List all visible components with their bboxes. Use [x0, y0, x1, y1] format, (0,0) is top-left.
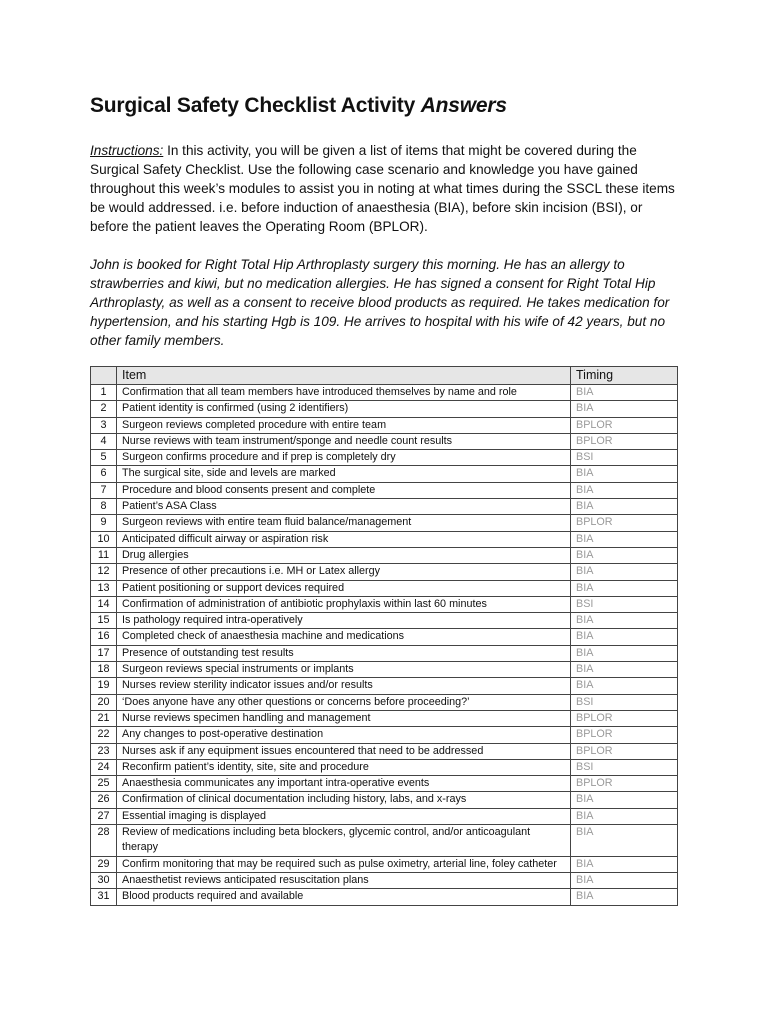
header-item: Item: [117, 367, 571, 385]
row-item: Drug allergies: [117, 547, 571, 563]
table-row: [91, 662, 678, 678]
row-item: Anaesthesia communicates any important intra-operative events: [117, 776, 571, 792]
row-number: 10: [91, 531, 117, 547]
row-item: Confirmation of clinical documentation including history, labs, and x-rays: [117, 792, 571, 808]
row-item: The surgical site, side and levels are marked: [117, 466, 571, 482]
row-timing: BIA: [571, 645, 678, 661]
table-row: [91, 889, 678, 905]
row-timing: BPLOR: [571, 776, 678, 792]
row-number: 12: [91, 564, 117, 580]
row-number: 16: [91, 629, 117, 645]
row-item: Reconfirm patient’s identity, site, site and procedure: [117, 759, 571, 775]
title-emphasis: Answers: [420, 94, 507, 117]
row-item: Nurse reviews specimen handling and management: [117, 710, 571, 726]
row-number: 8: [91, 499, 117, 515]
row-number: 25: [91, 776, 117, 792]
table-row: [91, 580, 678, 596]
table-row: [91, 792, 678, 808]
table-row: [91, 872, 678, 888]
row-timing: BIA: [571, 385, 678, 401]
row-item: Anticipated difficult airway or aspiration risk: [117, 531, 571, 547]
row-item: Surgeon confirms procedure and if prep is completely dry: [117, 450, 571, 466]
row-timing: BIA: [571, 678, 678, 694]
row-timing: BSI: [571, 759, 678, 775]
row-number: 7: [91, 482, 117, 498]
table-row: [91, 450, 678, 466]
row-timing: BPLOR: [571, 417, 678, 433]
row-item: Review of medications including beta blockers, glycemic control, and/or anticoagulant therapy: [117, 825, 571, 857]
row-item: Confirmation of administration of antibiotic prophylaxis within last 60 minutes: [117, 596, 571, 612]
instructions-text: In this activity, you will be given a list of items that might be covered during the Surgical Safety Checklist. Use the following case scenario and knowledge you have gained throughout this week’s modules to assist you in noting at what times during the SSCL these items be would addressed. i.e. before induction of anaesthesia (BIA), before skin incision (BSI), or before the patient leaves the Operating Room (BPLOR).: [90, 143, 675, 234]
row-timing: BIA: [571, 792, 678, 808]
table-row: [91, 825, 678, 857]
table-row: [91, 466, 678, 482]
title-main: Surgical Safety Checklist Activity: [90, 94, 416, 117]
row-timing: BPLOR: [571, 515, 678, 531]
row-timing: BIA: [571, 889, 678, 905]
header-timing: Timing: [571, 367, 678, 385]
table-row: [91, 417, 678, 433]
row-number: 26: [91, 792, 117, 808]
row-number: 17: [91, 645, 117, 661]
row-timing: BIA: [571, 662, 678, 678]
row-item: Nurse reviews with team instrument/sponge and needle count results: [117, 433, 571, 449]
row-timing: BSI: [571, 450, 678, 466]
row-item: Anaesthetist reviews anticipated resuscitation plans: [117, 872, 571, 888]
table-row: [91, 808, 678, 824]
table-row: [91, 743, 678, 759]
table-row: [91, 613, 678, 629]
table-row: [91, 564, 678, 580]
row-number: 18: [91, 662, 117, 678]
row-number: 11: [91, 547, 117, 563]
row-item: Confirmation that all team members have introduced themselves by name and role: [117, 385, 571, 401]
row-number: 21: [91, 710, 117, 726]
row-number: 3: [91, 417, 117, 433]
row-number: 23: [91, 743, 117, 759]
table-row: [91, 645, 678, 661]
row-item: Presence of other precautions i.e. MH or Latex allergy: [117, 564, 571, 580]
row-item: Surgeon reviews special instruments or implants: [117, 662, 571, 678]
row-timing: BIA: [571, 808, 678, 824]
row-number: 22: [91, 727, 117, 743]
row-number: 27: [91, 808, 117, 824]
row-number: 19: [91, 678, 117, 694]
row-item: Essential imaging is displayed: [117, 808, 571, 824]
row-item: Patient identity is confirmed (using 2 identifiers): [117, 401, 571, 417]
row-item: Nurses review sterility indicator issues and/or results: [117, 678, 571, 694]
row-timing: BSI: [571, 694, 678, 710]
row-item: Is pathology required intra-operatively: [117, 613, 571, 629]
instructions-paragraph: [90, 141, 680, 236]
row-number: 13: [91, 580, 117, 596]
row-timing: BIA: [571, 401, 678, 417]
row-item: ‘Does anyone have any other questions or concerns before proceeding?’: [117, 694, 571, 710]
row-number: 5: [91, 450, 117, 466]
row-timing: BPLOR: [571, 743, 678, 759]
row-number: 14: [91, 596, 117, 612]
row-timing: BIA: [571, 629, 678, 645]
table-row: [91, 515, 678, 531]
row-item: Completed check of anaesthesia machine and medications: [117, 629, 571, 645]
table-row: [91, 629, 678, 645]
row-item: Procedure and blood consents present and complete: [117, 482, 571, 498]
row-number: 24: [91, 759, 117, 775]
row-timing: BIA: [571, 872, 678, 888]
row-timing: BIA: [571, 482, 678, 498]
row-item: Nurses ask if any equipment issues encountered that need to be addressed: [117, 743, 571, 759]
row-timing: BIA: [571, 499, 678, 515]
row-item: Patient’s ASA Class: [117, 499, 571, 515]
row-item: Blood products required and available: [117, 889, 571, 905]
table-row: [91, 759, 678, 775]
row-timing: BIA: [571, 856, 678, 872]
row-item: Surgeon reviews with entire team fluid balance/management: [117, 515, 571, 531]
table-header-row: [91, 367, 678, 385]
row-number: 6: [91, 466, 117, 482]
row-item: Patient positioning or support devices required: [117, 580, 571, 596]
row-number: 30: [91, 872, 117, 888]
row-timing: BSI: [571, 596, 678, 612]
row-item: Surgeon reviews completed procedure with entire team: [117, 417, 571, 433]
row-number: 2: [91, 401, 117, 417]
row-number: 31: [91, 889, 117, 905]
row-item: Presence of outstanding test results: [117, 645, 571, 661]
table-row: [91, 776, 678, 792]
row-item: Confirm monitoring that may be required such as pulse oximetry, arterial line, foley catheter: [117, 856, 571, 872]
page-title: [90, 94, 507, 118]
table-row: [91, 547, 678, 563]
table-row: [91, 401, 678, 417]
table-row: [91, 385, 678, 401]
table-row: [91, 433, 678, 449]
row-number: 9: [91, 515, 117, 531]
table-row: [91, 499, 678, 515]
case-scenario: John is booked for Right Total Hip Arthroplasty surgery this morning. He has an allergy to strawberries and kiwi, but no medication allergies. He has signed a consent for Right Total Hip Arthroplasty, as well as a consent to receive blood products as required. He takes medication for hypertension, and his starting Hgb is 109. He arrives to hospital with his wife of 42 years, but no other family members.: [90, 257, 670, 348]
table-row: [91, 531, 678, 547]
row-item: Any changes to post-operative destination: [117, 727, 571, 743]
table-row: [91, 678, 678, 694]
row-timing: BIA: [571, 466, 678, 482]
table-row: [91, 482, 678, 498]
row-number: 20: [91, 694, 117, 710]
row-number: 1: [91, 385, 117, 401]
row-number: 29: [91, 856, 117, 872]
table-row: [91, 694, 678, 710]
row-number: 4: [91, 433, 117, 449]
row-timing: BIA: [571, 825, 678, 857]
row-timing: BIA: [571, 531, 678, 547]
row-timing: BIA: [571, 547, 678, 563]
table-row: [91, 596, 678, 612]
row-number: 28: [91, 825, 117, 857]
table-row: [91, 727, 678, 743]
table-row: [91, 856, 678, 872]
table-row: [91, 710, 678, 726]
instructions-label: Instructions:: [90, 143, 164, 158]
row-timing: BIA: [571, 613, 678, 629]
row-timing: BIA: [571, 580, 678, 596]
row-timing: BPLOR: [571, 433, 678, 449]
row-number: 15: [91, 613, 117, 629]
checklist-table: [90, 366, 678, 906]
row-timing: BPLOR: [571, 710, 678, 726]
row-timing: BPLOR: [571, 727, 678, 743]
header-number: [91, 367, 117, 385]
row-timing: BIA: [571, 564, 678, 580]
